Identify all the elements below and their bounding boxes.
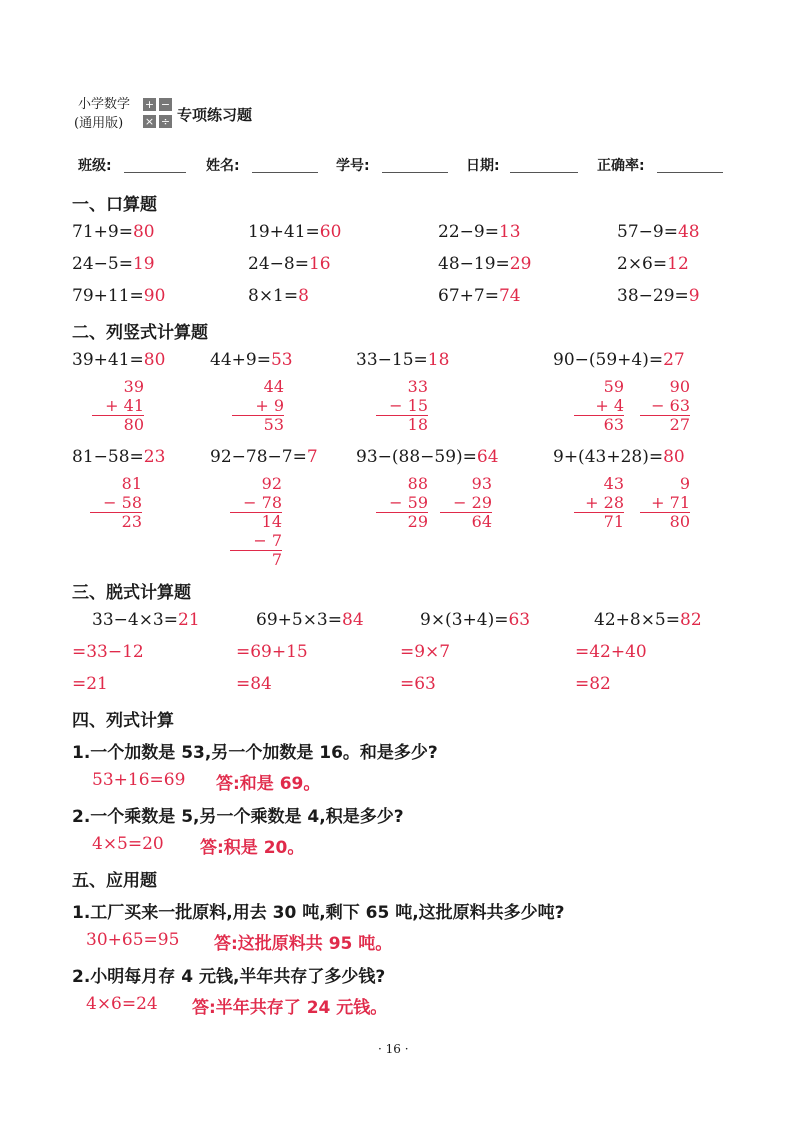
vc-line: 39 <box>123 377 144 396</box>
stepwise-step: =42+40 <box>575 642 647 662</box>
mental-item <box>438 286 521 306</box>
vc-line: + 4 <box>595 396 624 415</box>
answer: 13 <box>498 222 521 242</box>
plus-icon: + <box>144 98 155 111</box>
student-id-blank[interactable] <box>382 172 448 173</box>
vertical-calc <box>570 377 624 434</box>
vc-result: 80 <box>669 512 690 531</box>
vc-line: + 9 <box>255 396 284 415</box>
vertical-calc <box>86 474 142 531</box>
mental-item <box>248 286 309 306</box>
vc-result: 18 <box>407 415 428 434</box>
answer: 53 <box>270 350 293 370</box>
vc-result: 64 <box>471 512 492 531</box>
stepwise-step: =9×7 <box>400 642 451 662</box>
vc-line: − 63 <box>651 396 690 415</box>
vertical-problem <box>356 447 499 467</box>
vc-result: 71 <box>603 512 624 531</box>
answer-expression: 53+16=69 <box>92 770 186 790</box>
vc-result: 80 <box>123 415 144 434</box>
answer-statement: 答:这批原料共 95 吨。 <box>214 934 393 954</box>
vertical-problem <box>356 350 449 370</box>
vc-rule <box>232 415 284 416</box>
answer: 8 <box>298 286 309 306</box>
vertical-problem <box>72 447 165 467</box>
vertical-calc <box>636 474 690 531</box>
vc-line: 33 <box>407 377 428 396</box>
question: 57−9= <box>617 222 678 242</box>
stepwise-step: =84 <box>236 674 272 694</box>
answer: 27 <box>663 350 685 370</box>
answer: 19 <box>132 254 155 274</box>
date-label: 日期: <box>466 158 500 174</box>
answer: 82 <box>680 610 702 630</box>
question: 71+9= <box>72 222 133 242</box>
answer: 21 <box>178 610 200 630</box>
vc-line: − 15 <box>389 396 428 415</box>
brand-name: 小学数学 <box>78 97 131 112</box>
mental-item <box>438 254 531 274</box>
vc-line: 92 <box>261 474 282 493</box>
word-problem-question: 2.一个乘数是 5,另一个乘数是 4,积是多少? <box>72 807 404 827</box>
word-problem-question: 2.小明每月存 4 元钱,半年共存了多少钱? <box>72 967 386 987</box>
vc-rule <box>92 415 144 416</box>
answer: 80 <box>132 222 155 242</box>
stepwise-step: =69+15 <box>236 642 308 662</box>
question: 33−15= <box>356 350 428 370</box>
page-number: · 16 · <box>378 1042 409 1056</box>
vc-line: 93 <box>471 474 492 493</box>
vertical-calc <box>570 474 624 531</box>
answer: 12 <box>667 254 689 274</box>
question: 90−(59+4)= <box>553 350 664 370</box>
question: 8×1= <box>248 286 299 306</box>
answer-statement: 答:和是 69。 <box>216 774 321 794</box>
vc-rule <box>230 550 282 551</box>
vc-line: − 7 <box>253 531 282 550</box>
vc-line: − 29 <box>453 493 492 512</box>
vertical-calc <box>436 474 492 531</box>
times-icon: × <box>144 115 155 128</box>
name-blank[interactable] <box>252 172 318 173</box>
mental-item <box>72 286 165 306</box>
answer: 63 <box>508 610 531 630</box>
vc-rule <box>90 512 142 513</box>
answer-expression: 4×5=20 <box>92 834 164 854</box>
vertical-calc <box>86 377 144 434</box>
vc-line: 81 <box>121 474 142 493</box>
question: 33−4×3= <box>92 610 178 630</box>
word-problem-question: 1.工厂买来一批原料,用去 30 吨,剩下 65 吨,这批原料共多少吨? <box>72 903 565 923</box>
vc-result: 7 <box>271 550 282 569</box>
vc-rule <box>640 415 690 416</box>
vc-result: 23 <box>121 512 142 531</box>
question: 24−5= <box>72 254 133 274</box>
answer: 7 <box>306 447 318 467</box>
vertical-problem <box>210 447 318 467</box>
answer: 74 <box>498 286 521 306</box>
question: 92−78−7= <box>210 447 307 467</box>
answer-expression: 4×6=24 <box>86 994 158 1014</box>
vc-result: 53 <box>263 415 284 434</box>
answer-expression: 30+65=95 <box>86 930 180 950</box>
question: 24−8= <box>248 254 309 274</box>
vc-line: 43 <box>603 474 624 493</box>
stepwise-problem <box>256 610 364 630</box>
vc-line: − 58 <box>103 493 142 512</box>
vertical-problem <box>553 350 685 370</box>
section-title-application: 五、应用题 <box>72 871 157 891</box>
section-title-vertical-calc: 二、列竖式计算题 <box>72 323 208 343</box>
vertical-calc <box>226 377 284 434</box>
name-label: 姓名: <box>206 158 240 174</box>
question: 2×6= <box>617 254 668 274</box>
answer: 60 <box>319 222 342 242</box>
stepwise-step: =82 <box>575 674 611 694</box>
class-label: 班级: <box>78 158 112 174</box>
question: 48−19= <box>438 254 510 274</box>
vc-line: + 71 <box>651 493 690 512</box>
mental-item <box>72 254 155 274</box>
vc-result: 29 <box>407 512 428 531</box>
mental-item <box>72 222 155 242</box>
vc-line: + 41 <box>105 396 144 415</box>
vc-rule <box>376 512 428 513</box>
answer: 48 <box>677 222 700 242</box>
vc-line: 44 <box>263 377 284 396</box>
page-title: 专项练习题 <box>177 106 253 124</box>
stepwise-problem <box>92 610 200 630</box>
vc-rule <box>440 512 492 513</box>
vc-rule <box>230 512 282 513</box>
answer: 84 <box>342 610 364 630</box>
vertical-calc <box>370 377 428 434</box>
section-title-mental-math: 一、口算题 <box>72 195 157 215</box>
question: 19+41= <box>248 222 320 242</box>
mental-item <box>248 254 331 274</box>
vertical-calc <box>226 474 282 569</box>
question: 93−(88−59)= <box>356 447 477 467</box>
stepwise-problem <box>420 610 530 630</box>
divide-icon: ÷ <box>160 115 171 128</box>
question: 9×(3+4)= <box>420 610 509 630</box>
question: 39+41= <box>72 350 144 370</box>
stepwise-step: =33−12 <box>72 642 144 662</box>
class-blank[interactable] <box>124 172 186 173</box>
vc-line: 14 <box>261 512 282 531</box>
vc-line: 90 <box>669 377 690 396</box>
answer: 18 <box>427 350 450 370</box>
question: 22−9= <box>438 222 499 242</box>
vc-line: 88 <box>407 474 428 493</box>
vc-result: 27 <box>669 415 690 434</box>
mental-item <box>617 254 689 274</box>
vc-rule <box>574 415 624 416</box>
section-title-stepwise-calc: 三、脱式计算题 <box>72 583 191 603</box>
stepwise-problem <box>594 610 702 630</box>
vertical-calc <box>636 377 690 434</box>
mental-item <box>617 286 700 306</box>
answer: 64 <box>476 447 499 467</box>
question: 81−58= <box>72 447 144 467</box>
question: 44+9= <box>210 350 271 370</box>
vc-line: 59 <box>603 377 624 396</box>
mental-item <box>248 222 341 242</box>
vc-result: 63 <box>603 415 624 434</box>
question: 38−29= <box>617 286 689 306</box>
accuracy-blank[interactable] <box>657 172 723 173</box>
section-title-expression-calc: 四、列式计算 <box>72 711 174 731</box>
vertical-problem <box>72 350 165 370</box>
minus-icon: − <box>160 98 171 111</box>
vc-rule <box>376 415 428 416</box>
mental-item <box>438 222 521 242</box>
question: 69+5×3= <box>256 610 342 630</box>
answer: 23 <box>143 447 166 467</box>
vc-line: + 28 <box>585 493 624 512</box>
vc-rule <box>574 512 624 513</box>
answer: 29 <box>509 254 532 274</box>
question: 9+(43+28)= <box>553 447 664 467</box>
answer-statement: 答:积是 20。 <box>200 838 305 858</box>
word-problem-question: 1.一个加数是 53,另一个加数是 16。和是多少? <box>72 743 438 763</box>
vc-line: − 59 <box>389 493 428 512</box>
vertical-calc <box>372 474 428 531</box>
date-blank[interactable] <box>510 172 578 173</box>
answer: 9 <box>688 286 700 306</box>
brand-edition: (通用版) <box>74 116 124 131</box>
stepwise-step: =63 <box>400 674 436 694</box>
vertical-problem <box>553 447 685 467</box>
question: 67+7= <box>438 286 499 306</box>
answer: 90 <box>143 286 166 306</box>
stepwise-step: =21 <box>72 674 108 694</box>
question: 79+11= <box>72 286 144 306</box>
answer: 80 <box>143 350 166 370</box>
question: 42+8×5= <box>594 610 680 630</box>
vc-rule <box>640 512 690 513</box>
answer: 16 <box>308 254 331 274</box>
vertical-problem <box>210 350 293 370</box>
answer-statement: 答:半年共存了 24 元钱。 <box>192 998 388 1018</box>
vc-line: − 78 <box>243 493 282 512</box>
answer: 80 <box>663 447 685 467</box>
student-id-label: 学号: <box>336 158 370 174</box>
vc-line: 9 <box>679 474 690 493</box>
mental-item <box>617 222 700 242</box>
accuracy-label: 正确率: <box>597 158 645 174</box>
